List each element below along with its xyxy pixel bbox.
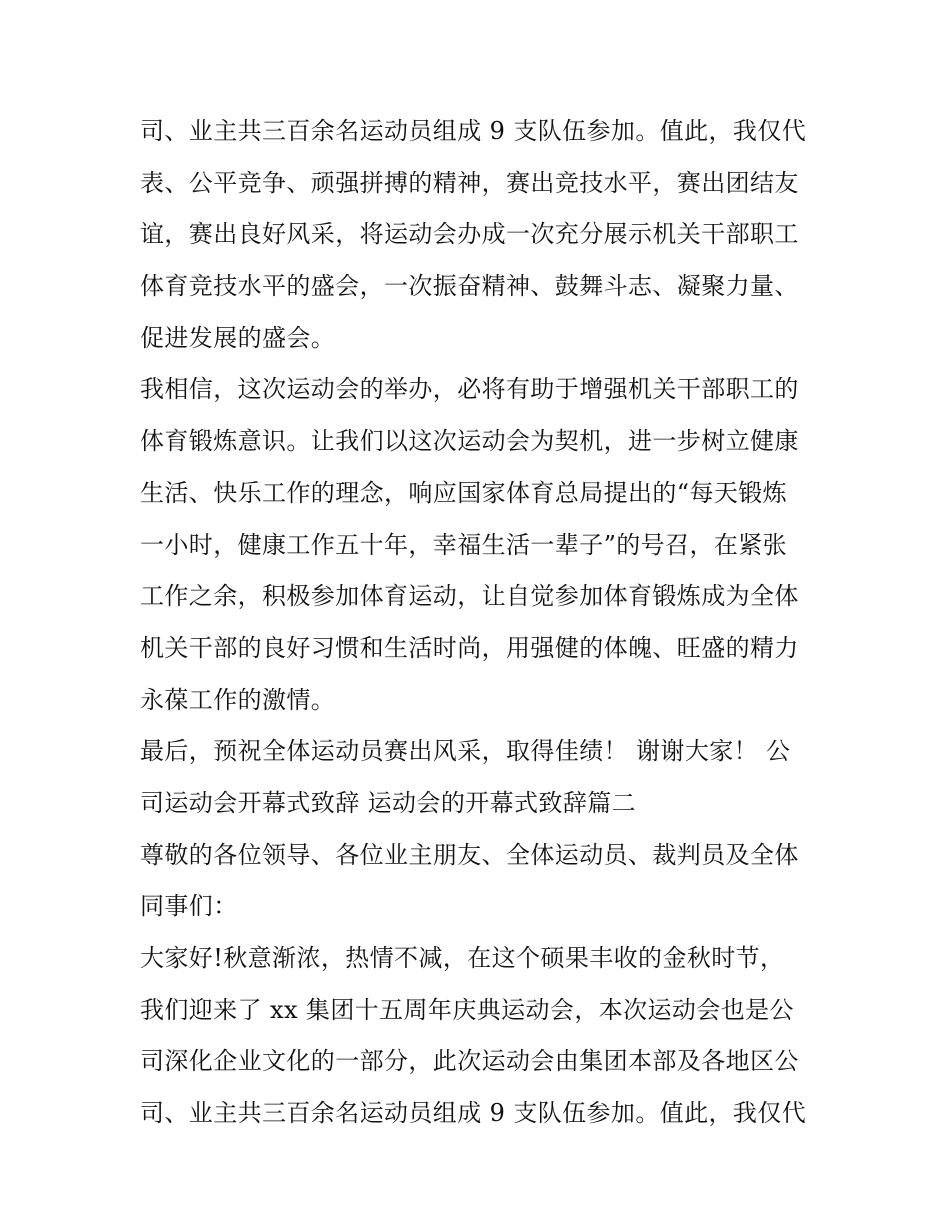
text-line: 我们迎来了 xx 集团十五周年庆典运动会，本次运动会也是公 (140, 995, 794, 1024)
text-line: 促进发展的盛会。 (140, 323, 336, 352)
text-line: 谊，赛出良好风采，将运动会办成一次充分展示机关干部职工 (140, 220, 799, 249)
text-line: 永葆工作的激情。 (140, 685, 336, 714)
text-line: 大家好!秋意渐浓，热情不减，在这个硕果丰收的金秋时节， (140, 944, 785, 972)
text-line: 机关干部的良好习惯和生活时尚，用强健的体魄、旺盛的精力 (140, 633, 799, 662)
text-line: 最后，预祝全体运动员赛出风采，取得佳绩！ 谢谢大家！ 公 (140, 737, 791, 766)
text-line: 尊敬的各位领导、各位业主朋友、全体运动员、裁判员及全体 (140, 840, 799, 869)
text-line: 体育竞技水平的盛会，一次振奋精神、鼓舞斗志、凝聚力量、 (140, 272, 799, 301)
text-line: 生活、快乐工作的理念，响应国家体育总局提出的“每天锻炼 (140, 478, 788, 507)
text-line: 我相信，这次运动会的举办，必将有助于增强机关干部职工的 (140, 375, 799, 404)
text-line: 表、公平竞争、顽强拼搏的精神，赛出竞技水平，赛出团结友 (140, 168, 799, 197)
text-line: 同事们： (140, 892, 238, 921)
text-line: 司运动会开幕式致辞 运动会的开幕式致辞篇二 (140, 788, 637, 817)
text-line: 工作之余，积极参加体育运动，让自觉参加体育锻炼成为全体 (140, 582, 799, 611)
text-line: 司、业主共三百余名运动员组成 9 支队伍参加。值此，我仅代 (140, 117, 807, 145)
body-text (140, 106, 830, 1140)
text-line: 一小时，健康工作五十年，幸福生活一辈子”的号召，在紧张 (140, 530, 788, 559)
text-line: 体育锻炼意识。让我们以这次运动会为契机，进一步树立健康 (140, 427, 799, 456)
text-line: 司深化企业文化的一部分，此次运动会由集团本部及各地区公 (140, 1047, 799, 1076)
text-line: 司、业主共三百余名运动员组成 9 支队伍参加。值此，我仅代 (140, 1099, 807, 1128)
